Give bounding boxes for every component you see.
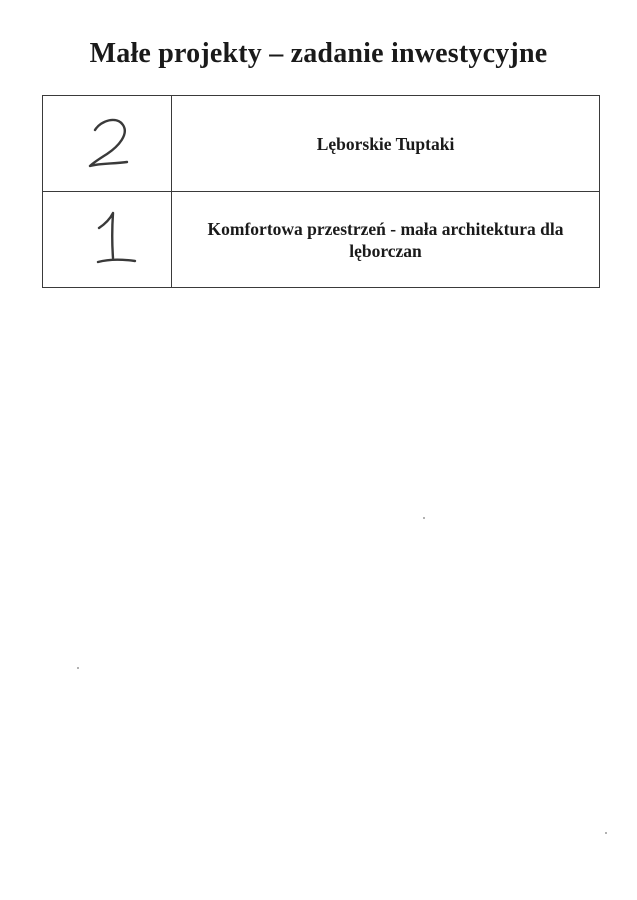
project-name-cell: Komfortowa przestrzeń - mała architektura dla lęborczan xyxy=(172,192,600,288)
handwritten-rank-one xyxy=(43,192,171,287)
rank-cell xyxy=(43,96,172,192)
handwritten-rank-two xyxy=(43,96,171,191)
table-row xyxy=(43,96,600,192)
scan-speck xyxy=(423,517,425,519)
project-ranking-table xyxy=(42,95,600,288)
table-row xyxy=(43,192,600,288)
rank-cell xyxy=(43,192,172,288)
project-name-cell: Lęborskie Tuptaki xyxy=(172,96,600,192)
scan-speck xyxy=(605,832,607,834)
scan-speck xyxy=(77,667,79,669)
page-title: Małe projekty – zadanie inwestycyjne xyxy=(89,38,548,69)
